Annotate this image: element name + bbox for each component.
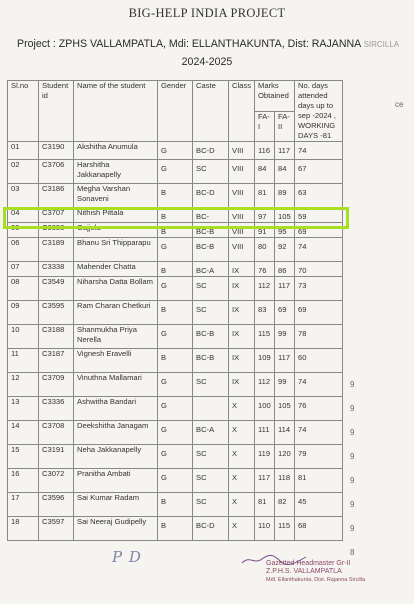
cell-caste: BC-D — [193, 142, 229, 160]
cell-name: Gajjela — [74, 223, 158, 238]
cell-sl: 10 — [8, 325, 39, 349]
cell-caste: BC-A — [193, 262, 229, 277]
cell-gender: B — [158, 301, 193, 325]
cell-gender: G — [158, 469, 193, 493]
cell-fa2: 92 — [275, 238, 295, 262]
cell-id: C3595 — [39, 301, 74, 325]
cell-id: C3189 — [39, 238, 74, 262]
cell-sl: 08 — [8, 277, 39, 301]
cell-id: C3188 — [39, 325, 74, 349]
cell-sl: 09 — [8, 301, 39, 325]
cell-days: 67 — [295, 160, 343, 184]
cell-class: IX — [229, 349, 255, 373]
cell-id: C3190 — [39, 142, 74, 160]
cell-fa2: 117 — [275, 142, 295, 160]
cell-id: C3708 — [39, 421, 74, 445]
table-row — [8, 493, 343, 517]
cell-days: 68 — [295, 517, 343, 541]
cell-sl: 03 — [8, 184, 39, 208]
cell-name: Deekshitha Janagam — [74, 421, 158, 445]
cell-gender: G — [158, 142, 193, 160]
cell-days: 74 — [295, 421, 343, 445]
col-fa1: FA-I — [255, 111, 275, 142]
cell-caste: SC — [193, 469, 229, 493]
cell-name: Sai Neeraj Gudipelly — [74, 517, 158, 541]
cell-gender: G — [158, 397, 193, 421]
table-row — [8, 238, 343, 262]
cell-sl: 05 — [8, 223, 39, 238]
col-name: Name of the student — [74, 81, 158, 142]
cell-name: Megha Varshan Sonaveni — [74, 184, 158, 208]
cell-fa1: 119 — [255, 445, 275, 469]
col-slno: Sl.no — [8, 81, 39, 142]
table-row — [8, 301, 343, 325]
cell-caste: BC-B — [193, 238, 229, 262]
cell-name: Pranitha Ambati — [74, 469, 158, 493]
cell-name: Mahender Chatta — [74, 262, 158, 277]
table-row — [8, 469, 343, 493]
cell-sl: 01 — [8, 142, 39, 160]
col-marks: Marks Obtained — [255, 81, 295, 112]
cell-class: X — [229, 421, 255, 445]
cell-id: C3186 — [39, 184, 74, 208]
cell-class: IX — [229, 373, 255, 397]
cell-fa1: 84 — [255, 160, 275, 184]
cell-sl: 11 — [8, 349, 39, 373]
cell-class: VIII — [229, 208, 255, 223]
initials: P D — [112, 548, 142, 566]
cell-fa1: 97 — [255, 208, 275, 223]
cell-gender: B — [158, 208, 193, 223]
project-line-cut: SIRCILLA — [363, 40, 400, 49]
cell-sl: 12 — [8, 373, 39, 397]
cell-fa2: 118 — [275, 469, 295, 493]
cell-id: C3072 — [39, 469, 74, 493]
cell-fa2: 99 — [275, 325, 295, 349]
cell-sl: 17 — [8, 493, 39, 517]
cell-name: Vinuthna Mallamari — [74, 373, 158, 397]
cell-fa1: 109 — [255, 349, 275, 373]
cut-edge-value: 9 — [350, 452, 355, 461]
cell-gender: G — [158, 445, 193, 469]
academic-year: 2024-2025 — [181, 56, 233, 68]
cut-edge-value: 8 — [350, 548, 355, 557]
cell-class: VIII — [229, 160, 255, 184]
cell-sl: 15 — [8, 445, 39, 469]
cell-name: Nithish Pittala — [74, 208, 158, 223]
cell-sl: 13 — [8, 397, 39, 421]
stamp-line-1: Gazetted Headmaster Gr-II — [266, 560, 351, 567]
cell-fa2: 105 — [275, 208, 295, 223]
cell-fa1: 100 — [255, 397, 275, 421]
cell-caste: BC-B — [193, 349, 229, 373]
cell-caste: SC — [193, 493, 229, 517]
cell-fa1: 83 — [255, 301, 275, 325]
cell-name: Vignesh Eravelli — [74, 349, 158, 373]
cut-edge-value: 9 — [350, 404, 355, 413]
cell-sl: 06 — [8, 238, 39, 262]
cut-column-header: ce — [395, 100, 404, 109]
cell-class: IX — [229, 262, 255, 277]
highlight-box — [3, 207, 349, 229]
cell-id: C3706 — [39, 160, 74, 184]
cell-name: Bhanu Sri Thipparapu — [74, 238, 158, 262]
cell-name: Harshitha Jakkanapelly — [74, 160, 158, 184]
table-body — [8, 142, 343, 541]
cell-class: X — [229, 445, 255, 469]
cell-caste: BC-B — [193, 325, 229, 349]
cell-class: X — [229, 493, 255, 517]
table-row — [8, 397, 343, 421]
cell-gender: G — [158, 160, 193, 184]
cell-days: 81 — [295, 469, 343, 493]
table-row — [8, 445, 343, 469]
cell-class: IX — [229, 301, 255, 325]
cell-caste: SC — [193, 373, 229, 397]
cell-name: Neha Jakkanapelly — [74, 445, 158, 469]
cell-days: 60 — [295, 349, 343, 373]
col-class: Class — [229, 81, 255, 142]
cell-gender: G — [158, 421, 193, 445]
cell-gender: B — [158, 223, 193, 238]
stamp-line-2: Z.P.H.S. VALLAMPATLA — [266, 568, 342, 575]
cell-days: 59 — [295, 208, 343, 223]
cell-fa2: 115 — [275, 517, 295, 541]
cell-days: 74 — [295, 142, 343, 160]
cell-name: Niharsha Datta Bollam — [74, 277, 158, 301]
cell-class: X — [229, 517, 255, 541]
table-row — [8, 349, 343, 373]
cell-gender: G — [158, 238, 193, 262]
cell-fa1: 112 — [255, 373, 275, 397]
cell-days: 78 — [295, 325, 343, 349]
cell-class: X — [229, 469, 255, 493]
cell-class: VIII — [229, 142, 255, 160]
cell-caste: SC — [193, 445, 229, 469]
cell-days: 69 — [295, 301, 343, 325]
cut-edge-value: 9 — [350, 380, 355, 389]
cell-gender: B — [158, 349, 193, 373]
cell-id: C3707 — [39, 208, 74, 223]
cell-class: VIII — [229, 184, 255, 208]
table-row — [8, 421, 343, 445]
cell-sl: 04 — [8, 208, 39, 223]
cell-class: VIII — [229, 238, 255, 262]
cell-gender: G — [158, 277, 193, 301]
cell-caste: BC-A — [193, 421, 229, 445]
cell-id: C3338 — [39, 223, 74, 238]
cell-id: C3191 — [39, 445, 74, 469]
cell-id: C3597 — [39, 517, 74, 541]
cell-days: 79 — [295, 445, 343, 469]
cell-days: 70 — [295, 262, 343, 277]
cell-caste: BC-D — [193, 184, 229, 208]
cell-name: Ram Charan Chetkuri — [74, 301, 158, 325]
cell-days: 69 — [295, 223, 343, 238]
cell-gender: B — [158, 493, 193, 517]
cell-fa2: 99 — [275, 373, 295, 397]
cell-fa1: 91 — [255, 223, 275, 238]
col-fa2: FA-II — [275, 111, 295, 142]
table-row — [8, 373, 343, 397]
cell-sl: 02 — [8, 160, 39, 184]
cell-fa2: 69 — [275, 301, 295, 325]
cell-id: C3336 — [39, 397, 74, 421]
cell-sl: 07 — [8, 262, 39, 277]
cell-days: 73 — [295, 277, 343, 301]
cell-sl: 14 — [8, 421, 39, 445]
cell-caste: BC-D — [193, 517, 229, 541]
table-row — [8, 160, 343, 184]
stamp-line-3: Mdl. Ellanthakunta, Dist. Rajanna Sircilla — [266, 577, 366, 583]
cell-fa1: 112 — [255, 277, 275, 301]
cell-fa1: 76 — [255, 262, 275, 277]
table-row — [8, 262, 343, 277]
cell-fa1: 111 — [255, 421, 275, 445]
cell-gender: G — [158, 325, 193, 349]
col-student-id: Student id — [39, 81, 74, 142]
cell-id: C3549 — [39, 277, 74, 301]
cell-id: C3596 — [39, 493, 74, 517]
cell-class: IX — [229, 325, 255, 349]
cell-fa2: 89 — [275, 184, 295, 208]
cell-days: 76 — [295, 397, 343, 421]
project-line-text: Project : ZPHS VALLAMPATLA, Mdi: ELLANTHAKUNTA, Dist: RAJANNA — [17, 38, 361, 50]
cell-fa2: 86 — [275, 262, 295, 277]
cell-fa2: 105 — [275, 397, 295, 421]
cell-days: 74 — [295, 373, 343, 397]
cell-fa2: 120 — [275, 445, 295, 469]
cut-edge-value: 9 — [350, 428, 355, 437]
cell-gender: G — [158, 373, 193, 397]
cell-fa2: 117 — [275, 277, 295, 301]
cell-days: 45 — [295, 493, 343, 517]
cell-name: Akshitha Anumula — [74, 142, 158, 160]
col-caste: Caste — [193, 81, 229, 142]
table-row — [8, 517, 343, 541]
cell-class: IX — [229, 277, 255, 301]
cell-fa2: 95 — [275, 223, 295, 238]
cell-sl: 16 — [8, 469, 39, 493]
cell-days: 74 — [295, 238, 343, 262]
cell-fa2: 114 — [275, 421, 295, 445]
table-row — [8, 325, 343, 349]
cell-caste: BC- — [193, 208, 229, 223]
cell-gender: B — [158, 262, 193, 277]
table-row — [8, 142, 343, 160]
cell-id: C3338 — [39, 262, 74, 277]
cell-sl: 18 — [8, 517, 39, 541]
cut-edge-value: 9 — [350, 476, 355, 485]
cell-caste: SC — [193, 301, 229, 325]
cell-gender: B — [158, 184, 193, 208]
cell-caste: BC-B — [193, 223, 229, 238]
cell-caste: SC — [193, 277, 229, 301]
cell-fa1: 117 — [255, 469, 275, 493]
cell-id: C3709 — [39, 373, 74, 397]
cell-name: Sai Kumar Radam — [74, 493, 158, 517]
cell-fa2: 84 — [275, 160, 295, 184]
table-row — [8, 277, 343, 301]
cell-caste: SC — [193, 160, 229, 184]
cell-fa1: 80 — [255, 238, 275, 262]
document-title: BIG-HELP INDIA PROJECT — [128, 6, 286, 20]
cell-name: Shanmukha Priya Nerella — [74, 325, 158, 349]
col-days: No. days attended days up to sep -2024 , WORKING DAYS -81 — [295, 81, 343, 142]
cell-gender: B — [158, 517, 193, 541]
cell-fa2: 117 — [275, 349, 295, 373]
cell-class: VIII — [229, 223, 255, 238]
cell-name: Ashwitha Bandari — [74, 397, 158, 421]
table-row — [8, 184, 343, 208]
headmaster-stamp — [266, 560, 365, 584]
cell-fa1: 116 — [255, 142, 275, 160]
col-gender: Gender — [158, 81, 193, 142]
cell-days: 63 — [295, 184, 343, 208]
cell-fa2: 82 — [275, 493, 295, 517]
cell-id: C3187 — [39, 349, 74, 373]
cell-fa1: 81 — [255, 184, 275, 208]
student-table — [7, 80, 343, 541]
cut-edge-value: 9 — [350, 500, 355, 509]
cell-class: X — [229, 397, 255, 421]
cell-fa1: 81 — [255, 493, 275, 517]
cell-fa1: 115 — [255, 325, 275, 349]
cut-edge-value: 9 — [350, 524, 355, 533]
cell-fa1: 110 — [255, 517, 275, 541]
project-line — [17, 38, 414, 50]
cell-caste — [193, 397, 229, 421]
